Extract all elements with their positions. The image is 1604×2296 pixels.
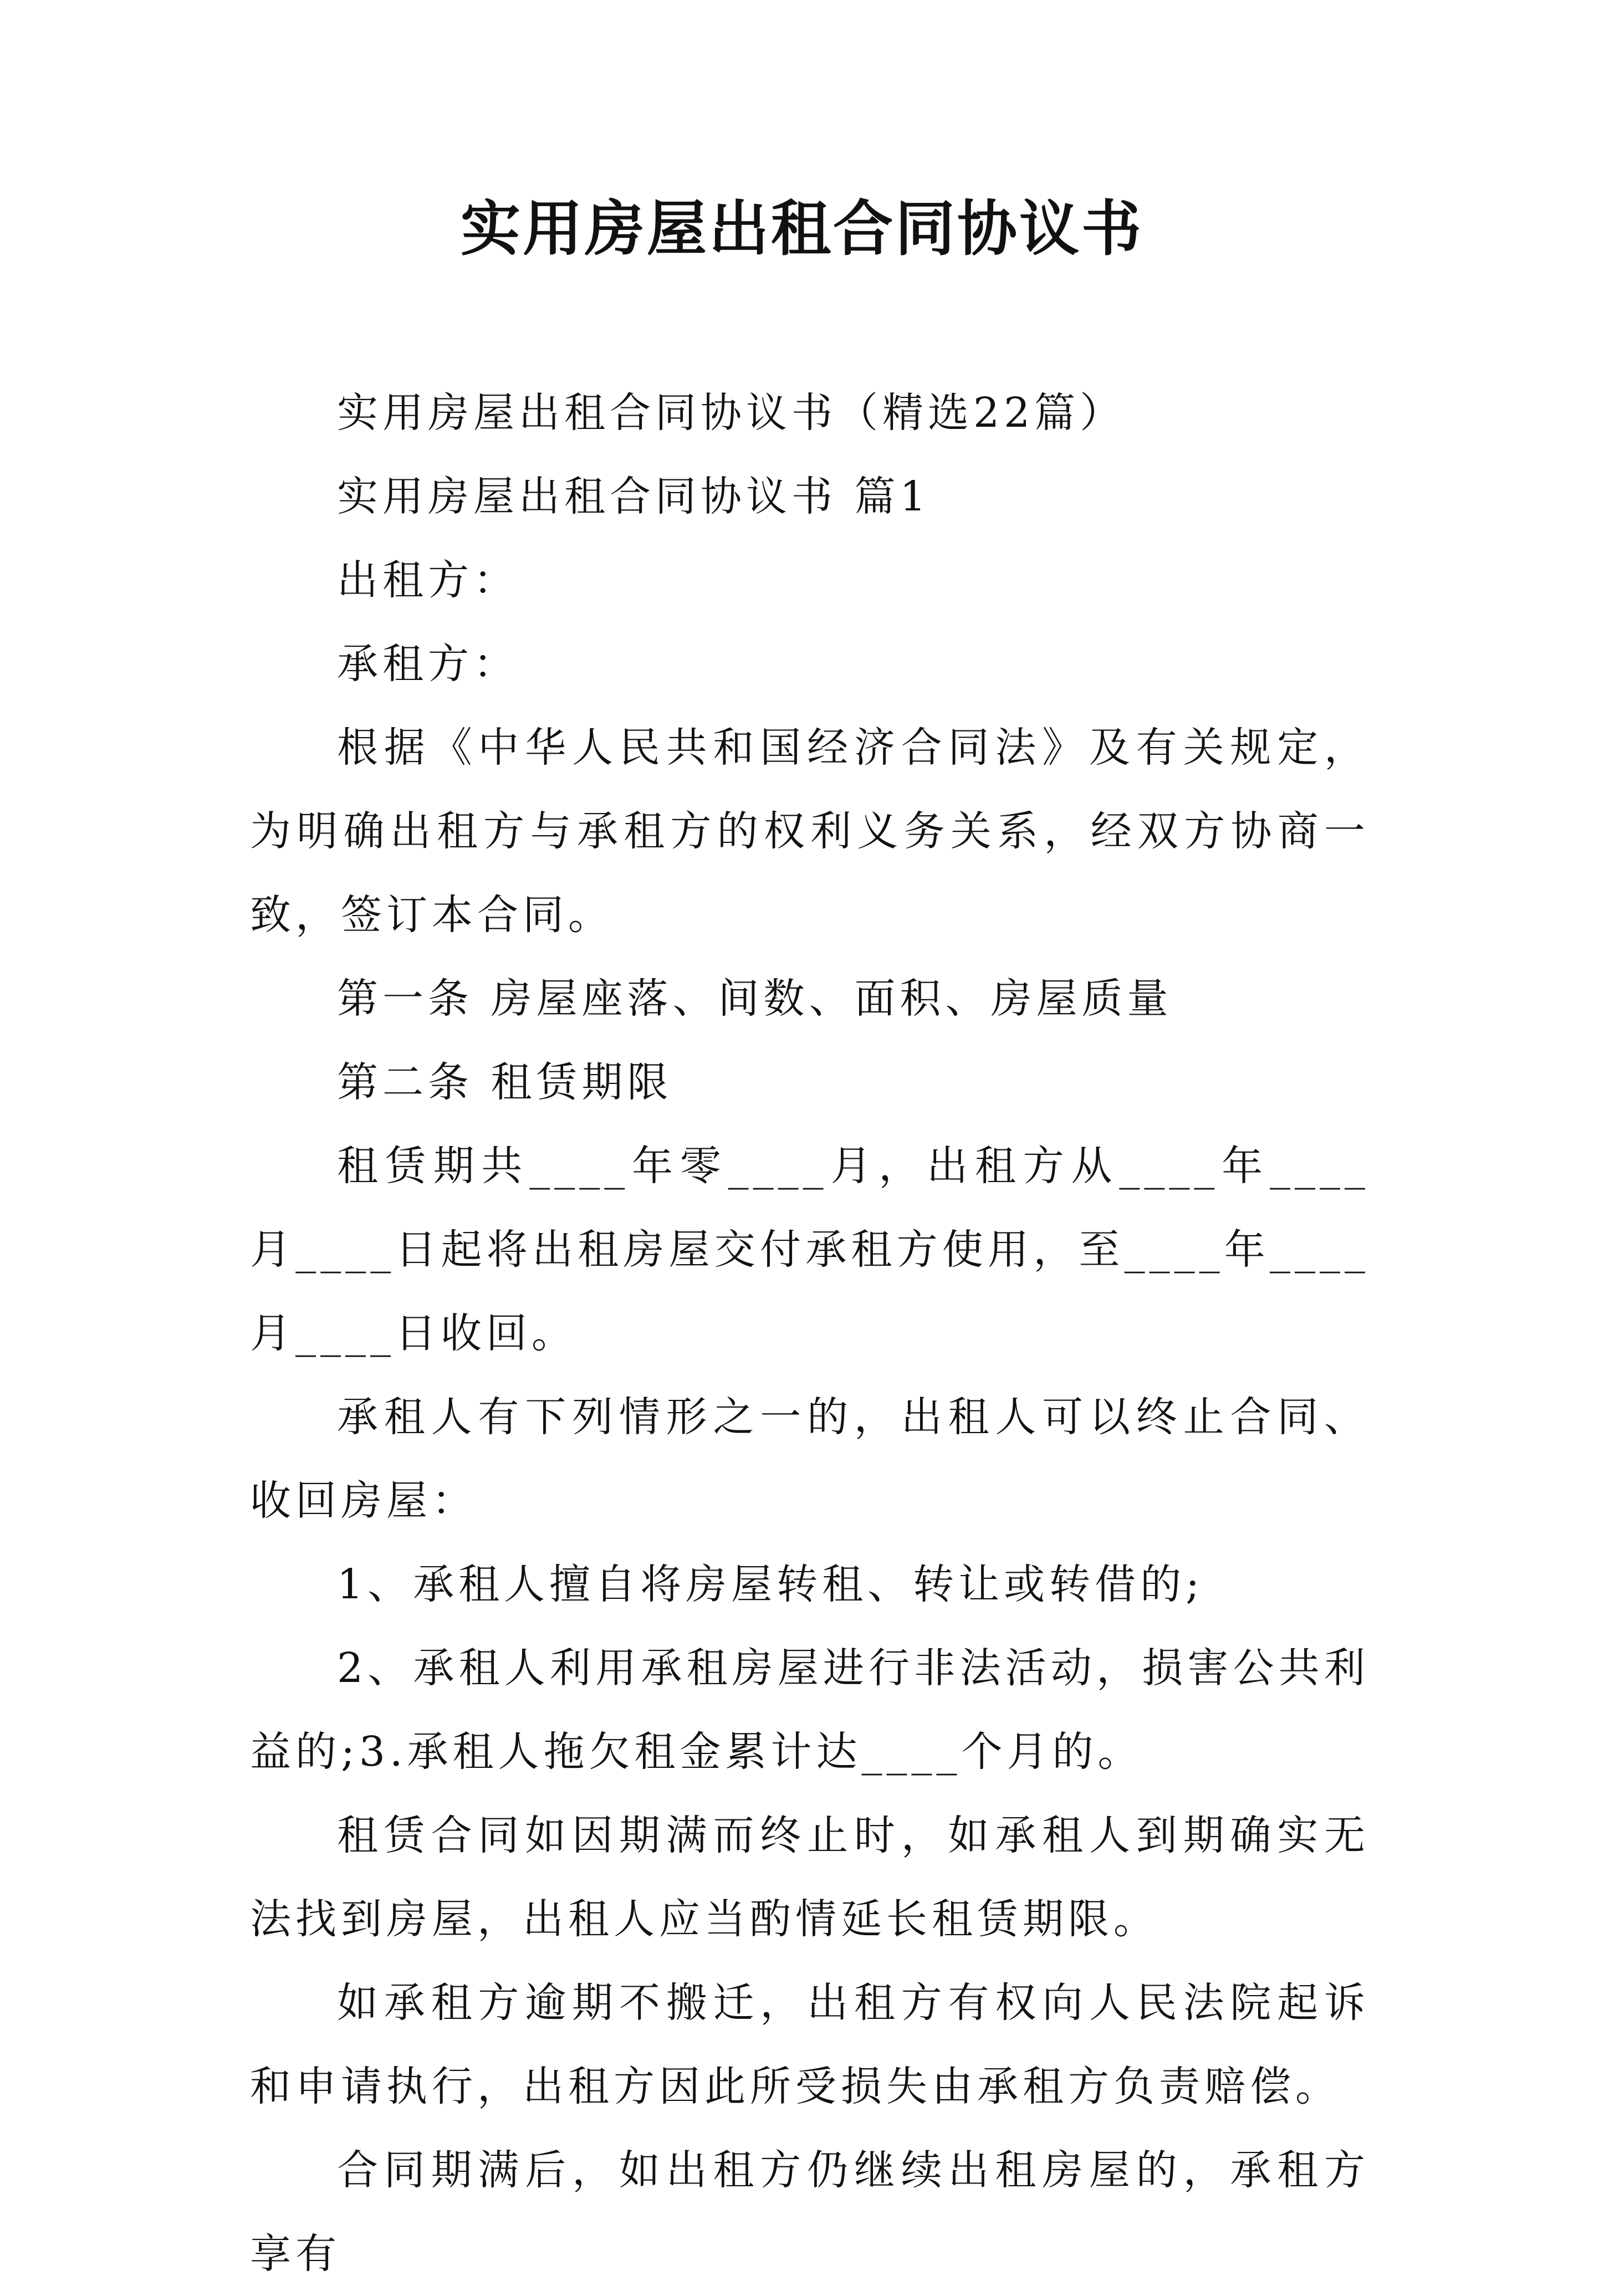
document-title: 实用房屋出租合同协议书 <box>460 194 1143 264</box>
paragraph-lessor: 出租方： <box>337 556 519 604</box>
paragraph-clause-1: 1、承租人擅自将房屋转租、转让或转借的; <box>337 1561 1204 1608</box>
paragraph-lease-term: 租赁期共____年零____月，出租方从____年____月____日起将出租房屋交付承租方使用，至____年____月____日收回。 <box>250 1142 1370 1357</box>
paragraph-overdue: 如承租方逾期不搬迁，出租方有权向人民法院起诉和申请执行，出租方因此所受损失由承租方负责赔偿。 <box>250 1979 1370 2110</box>
paragraph-lessee: 承租方： <box>337 640 519 688</box>
paragraph-subtitle: 实用房屋出租合同协议书（精选22篇） <box>337 389 1126 437</box>
paragraph-termination: 承租人有下列情形之一的，出租人可以终止合同、收回房屋： <box>250 1393 1370 1525</box>
paragraph-preamble: 根据《中华人民共和国经济合同法》及有关规定，为明确出租方与承租方的权利义务关系，经双方协商一致，签订本合同。 <box>250 724 1370 939</box>
document-body <box>250 371 1370 2296</box>
paragraph-extension: 租赁合同如因期满而终止时，如承租人到期确实无法找到房屋，出租人应当酌情延长租赁期限。 <box>250 1812 1370 1943</box>
paragraph-article-2: 第二条 租赁期限 <box>337 1058 673 1106</box>
paragraph-section-heading: 实用房屋出租合同协议书 篇1 <box>337 473 931 520</box>
paragraph-clause-2-3: 2、承租人利用承租房屋进行非法活动，损害公共利益的;3.承租人拖欠租金累计达____个月的。 <box>250 1644 1370 1776</box>
paragraph-article-1: 第一条 房屋座落、间数、面积、房屋质量 <box>337 975 1173 1022</box>
paragraph-renewal: 合同期满后，如出租方仍继续出租房屋的，承租方享有 <box>250 2146 1370 2278</box>
